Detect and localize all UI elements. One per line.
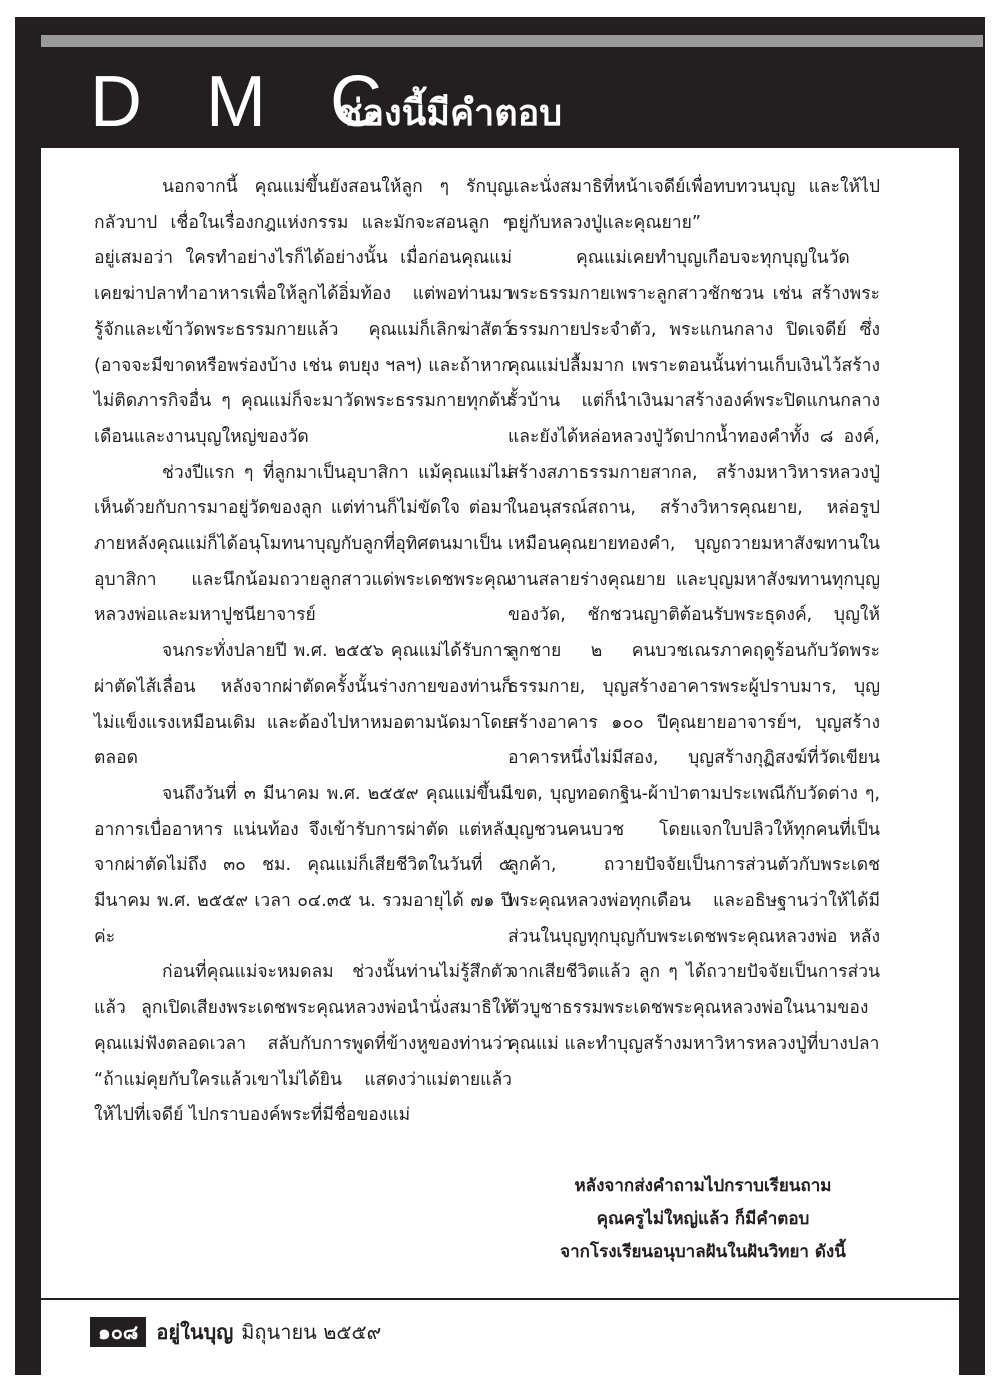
paragraph: นอกจากนี้ คุณแม่ขึ้นยังสอนให้ลูก ๆ รักบุญ กลัวบาป เชื่อในเรื่องกฎแห่งกรรม และมักจะสอนลูก ๆ อยู่เสมอว่า ใครทำอย่างไรก็ได้อย่างนั้น เมื่อก่อนคุณแม่เคยฆ่าปลาทำอาหารเพื่อให้ลูกได้อิ่มท้อง แต่พอท่านมารู้จักและเข้าวัดพระธรรมกายแล้ว คุณแม่ก็เลิกฆ่าสัตว์ (อาจจะมีขาดหรือพร่องบ้าง เช่น ตบยุง ฯลฯ) และถ้าหากไม่ติดภารกิจอื่น ๆ คุณแม่ก็จะมาวัดพระธรรมกายทุกต้นเดือนและงานบุญใหญ่ของวัด (94, 177, 512, 447)
issue-date: มิถุนายน ๒๕๕๙ (241, 1320, 382, 1344)
article-panel (41, 148, 959, 1298)
paragraph: คุณแม่เคยทำบุญเกือบจะทุกบุญในวัดพระธรรมกายเพราะลูกสาวชักชวน เช่น สร้างพระธรรมกายประจำตัว, พระแกนกลาง ปิดเจดีย์ ซึ่งคุณแม่ปลื้มมาก เพราะตอนนั้นท่านเก็บเงินไว้สร้างรั้วบ้าน แต่ก็นำเงินมาสร้างองค์พระปิดแกนกลาง และยังได้หล่อหลวงปู่วัดปากน้ำทองคำทั้ง ๘ องค์, สร้างสภาธรรมกายสากล, สร้างมหาวิหารหลวงปู่ในอนุสรณ์สถาน, สร้างวิหารคุณยาย, หล่อรูปเหมือนคุณยายทองคำ, บุญถวายมหาสังฆทานในงานสลายร่างคุณยาย และบุญมหาสังฆทานทุกบุญของวัด, ชักชวนญาติต้อนรับพระธุดงค์, บุญให้ลูกชาย ๒ คนบวชเณรภาคฤดูร้อนกับวัดพระธรรมกาย, บุญสร้างอาคารพระผู้ปราบมาร, บุญสร้างอาคาร ๑๐๐ ปีคุณยายอาจารย์ฯ, บุญสร้างอาคารหนึ่งไม่มีสอง, บุญสร้างกุฏิสงฆ์ที่วัดเขียนเขต, บุญทอดกฐิน-ผ้าป่าตามประเพณีกับวัดต่าง ๆ, บุญชวนคนบวช โดยแจกใบปลิวให้ทุกคนที่เป็นลูกค้า, ถวายปัจจัยเป็นการส่วนตัวกับพระเดชพระคุณหลวงพ่อทุกเดือน และอธิษฐานว่าให้ได้มีส่วนในบุญทุกบุญกับพระเดชพระคุณหลวงพ่อ หลังจากเสียชีวิตแล้ว ลูก ๆ ได้ถวายปัจจัยเป็นการส่วนตัวบูชาธรรมพระเดชพระคุณหลวงพ่อในนามของคุณแม่ และทำบุญสร้างมหาวิหารหลวงปู่ที่บางปลา (508, 248, 880, 1054)
left-column (94, 170, 512, 1134)
closing-line: หลังจากส่งคำถามไปกราบเรียนถาม (574, 1176, 832, 1196)
paragraph: จนกระทั่งปลายปี พ.ศ. ๒๕๕๖ คุณแม่ได้รับการผ่าตัดไส้เลื่อน หลังจากผ่าตัดครั้งนั้นร่างกายของท่านก็ไม่แข็งแรงเหมือนเดิม และต้องไปหาหมอตามนัดมาโดยตลอด (94, 641, 512, 769)
section-title: ช่องนี้มีคำตอบ (338, 93, 563, 134)
magazine-name: อยู่ในบุญ (156, 1320, 234, 1344)
page-footer (90, 1316, 381, 1348)
frame-right-edge (959, 1300, 985, 1375)
frame-left-edge (15, 1300, 41, 1375)
right-column (508, 170, 880, 1063)
closing-line: จากโรงเรียนอนุบาลฝันในฝันวิทยา ดังนี้ (560, 1242, 846, 1262)
closing-line: คุณครูไม่ใหญ่แล้ว ก็มีคำตอบ (596, 1209, 810, 1229)
page-number: ๑๐๘ (90, 1317, 146, 1347)
paragraph: จนถึงวันที่ ๓ มีนาคม พ.ศ. ๒๕๕๙ คุณแม่ขึ้นมีอาการเบื่ออาหาร แน่นท้อง จึงเข้ารับการผ่าตัด แต่หลังจากผ่าตัดไม่ถึง ๓๐ ชม. คุณแม่ก็เสียชีวิตในวันที่ ๕ มีนาคม พ.ศ. ๒๕๕๙ เวลา ๐๔.๓๕ น. รวมอายุได้ ๗๑ ปีค่ะ (94, 783, 512, 947)
dmc-logo: D M C (90, 62, 404, 142)
paragraph: ก่อนที่คุณแม่จะหมดลม ช่วงนั้นท่านไม่รู้สึกตัวแล้ว ลูกเปิดเสียงพระเดชพระคุณหลวงพ่อนำนั่งสมาธิให้คุณแม่ฟังตลอดเวลา สลับกับการพูดที่ข้างหูของท่านว่า “ถ้าแม่คุยกับใครแล้วเขาไม่ได้ยิน แสดงว่าแม่ตายแล้ว ให้ไปที่เจดีย์ ไปกราบองค์พระที่มีชื่อของแม่ (94, 962, 512, 1126)
closing-note (523, 1170, 883, 1269)
paragraph: ช่วงปีแรก ๆ ที่ลูกมาเป็นอุบาสิกา แม้คุณแม่ไม่เห็นด้วยกับการมาอยู่วัดของลูก แต่ท่านก็ไม่ขัดใจ ต่อมาภายหลังคุณแม่ก็ได้อนุโมทนาบุญกับลูกที่อุทิศตนมาเป็นอุบาสิกา และนึกน้อมถวายลูกสาวแด่พระเดชพระคุณหลวงพ่อและมหาปูชนียาจารย์ (94, 462, 512, 626)
paragraph: และนั่งสมาธิที่หน้าเจดีย์เพื่อทบทวนบุญ และให้ไปอยู่กับหลวงปู่และคุณยาย” (508, 177, 880, 233)
header-rule (41, 35, 983, 47)
